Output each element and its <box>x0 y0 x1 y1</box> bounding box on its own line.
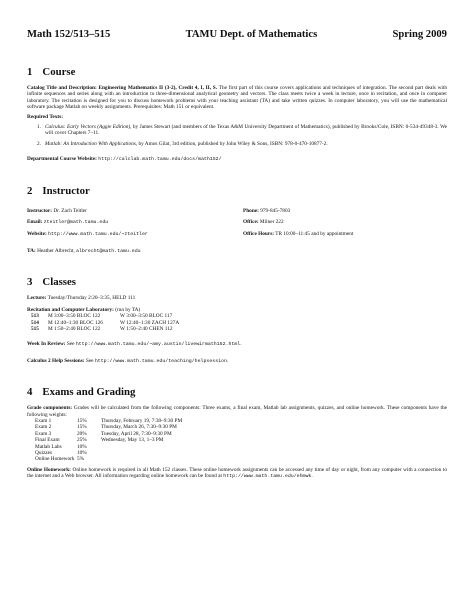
required-texts-list <box>37 124 447 147</box>
instructor-name: Dr. Zach Teitler <box>53 207 87 214</box>
phone-value: 979-845-7803 <box>260 207 291 214</box>
term: Spring 2009 <box>392 29 447 40</box>
help-sessions-link[interactable]: http://www.math.tamu.edu/teaching/helpsession <box>94 358 227 364</box>
department: TAMU Dept. of Mathematics <box>185 29 318 40</box>
component-weight: 25% <box>77 437 87 444</box>
weights-table <box>27 418 447 463</box>
component-date: Thursday, March 26, 7:30–9:30 PM <box>101 424 177 431</box>
week-in-review-row <box>27 341 447 348</box>
monday-cell: M 3:00–3:50 BLOC 122 <box>48 313 101 320</box>
grade-components-label: Grade components: <box>27 405 73 412</box>
help-sessions-period: . <box>226 357 229 364</box>
book-title: Matlab: An Introduction With Applications <box>45 140 136 147</box>
component-name: Final Exam <box>35 437 60 444</box>
book-details: , by James Stewart (and members of the Texas A&M University Department of Mathematics), published by Brooks/Cole, ISBN: 0-534-49348-3. We will cover Chapters 7–11. <box>45 124 447 137</box>
lecture-row <box>27 295 447 301</box>
office-hours-label: Office Hours: <box>243 231 275 238</box>
component-weight: 10% <box>77 443 87 450</box>
component-weight: 15% <box>77 417 87 424</box>
instructor-name-row <box>27 208 243 214</box>
recitation-label: Recitation and Computer Laboratory: <box>27 306 114 313</box>
week-in-review-period: . <box>240 341 242 348</box>
section-heading-exams <box>27 386 447 399</box>
catalog-label: Catalog Title and Description: Engineering Mathematics II (3-2), Credit 4, I, II, S. <box>27 85 218 91</box>
page-header <box>27 28 447 41</box>
book-details: , by Amos Gilat, 3rd edition, published by John Wiley & Sons, ISBN: 978-0-470-10877-2. <box>135 140 328 147</box>
course-website-label: Departmental Course Website: <box>27 156 97 163</box>
monday-cell: M 1:50–2:40 BLOC 122 <box>48 325 101 332</box>
office-row <box>243 219 447 226</box>
help-sessions-label: Calculus 2 Help Sessions: <box>27 357 85 364</box>
table-row <box>31 326 447 332</box>
website-row <box>27 231 243 238</box>
lecture-value: Tuesday/Thursday 2:20–3:35, HELD 111 <box>47 295 136 302</box>
component-name: Quizzes <box>35 449 53 456</box>
email-row <box>27 219 243 226</box>
document-page <box>27 28 447 481</box>
ta-label: TA: <box>27 247 36 254</box>
grade-components-text: Grades will be calculated from the following components: Three exams, a final exam, Matlab lab assignments, quizzes, and online homework. These components have the following weights: <box>27 405 447 418</box>
section-number: 2 <box>27 184 33 197</box>
section-heading-instructor <box>27 185 447 198</box>
website-label: Website: <box>27 231 47 238</box>
section-heading-classes <box>27 276 447 289</box>
office-value: Milner 222 <box>259 219 284 226</box>
phone-label: Phone: <box>243 207 259 214</box>
week-in-review-see: See <box>66 341 75 348</box>
recitation-table <box>27 313 447 332</box>
component-weight: 20% <box>77 430 87 437</box>
course-website-link[interactable]: http://calclab.math.tamu.edu/docs/math152/ <box>98 157 222 163</box>
help-sessions-see: See <box>85 357 94 364</box>
ta-row <box>27 248 447 255</box>
course-website <box>27 156 447 163</box>
component-name: Exam 1 <box>35 417 52 424</box>
list-number: 2. <box>37 140 41 147</box>
list-item <box>37 124 447 137</box>
section-title: Classes <box>42 276 76 289</box>
list-item <box>37 141 447 147</box>
online-homework-link[interactable]: http://www.math.tamu.edu/ehmwk <box>223 474 312 480</box>
ta-email-link[interactable]: albrecht@math.tamu.edu <box>76 248 141 254</box>
instructor-info <box>27 208 447 239</box>
online-homework-label: Online Homework: <box>27 466 71 473</box>
email-label: Email: <box>27 219 43 226</box>
section-number: 4 <box>27 386 33 399</box>
instructor-label: Instructor: <box>27 207 53 214</box>
section-cell: 514 <box>31 319 39 326</box>
monday-cell: M 12:40–1:30 BLOC 126 <box>48 319 103 326</box>
component-name: Exam 3 <box>35 430 52 437</box>
component-weight: 10% <box>77 449 87 456</box>
section-cell: 513 <box>31 313 39 320</box>
section-heading-course <box>27 66 447 79</box>
office-label: Office: <box>243 219 259 226</box>
wednesday-cell: W 12:40–1:30 ZACH 127A <box>120 319 180 326</box>
office-hours-row <box>243 231 447 238</box>
week-in-review-label: Week In Review: <box>27 341 66 348</box>
phone-row <box>243 208 447 214</box>
grade-components <box>27 405 447 418</box>
online-homework-period: . <box>311 473 313 480</box>
email-link[interactable]: zteitler@math.tamu.edu <box>43 220 109 226</box>
online-homework-text: Online homework is required in all Math 152 classes. These online homework assignments can be accessed any time of day or night, from any computer with a connection to the internet and a Web browser. All information regarding online homework can be found at <box>27 466 447 480</box>
recitation-note: (run by TA) <box>115 306 141 313</box>
course-number: Math 152/513–515 <box>27 29 111 40</box>
section-cell: 515 <box>31 325 39 332</box>
ta-name: Heather Albrecht, <box>37 247 75 254</box>
wednesday-cell: W 1:50–2:40 CHEN 112 <box>120 325 173 332</box>
component-date: Thursday, February 19, 7:30–9:30 PM <box>101 417 183 424</box>
component-date <box>101 456 301 462</box>
catalog-description <box>27 85 447 111</box>
component-name: Online Homework <box>35 456 75 463</box>
component-date: Wednesday, May 13, 1–3 PM <box>101 437 164 444</box>
section-title: Instructor <box>42 184 90 197</box>
wednesday-cell: W 3:00–3:50 BLOC 117 <box>120 313 173 320</box>
catalog-text: The first part of this course covers applications and techniques of integration. The second part deals with infinite sequences and series along with an introduction to three-dimensional analytical geometry and vectors. The class meets twice a week in lecture, once in recitation, and once in computer laboratory. The recitation is designed for you to discuss homework problems with your teaching assistant (TA) and take written quizzes. In computer laboratory, you will use the mathematical software package Matlab on weekly assignments. Prerequisites: Math 151 or equivalent. <box>27 85 447 111</box>
week-in-review-link[interactable]: http://www.math.tamu.edu/~amy.austin/livewirmath152.html <box>75 342 241 348</box>
section-number: 1 <box>27 66 33 78</box>
component-name: Exam 2 <box>35 424 52 431</box>
office-hours-value: TR 10:00–11:45 and by appointment <box>275 231 354 238</box>
component-weight: 15% <box>77 424 87 431</box>
section-number: 3 <box>27 276 33 289</box>
lecture-label: Lecture: <box>27 295 47 302</box>
list-number: 1. <box>37 124 41 131</box>
section-title: Course <box>42 66 76 78</box>
component-weight: 5% <box>77 456 85 463</box>
section-title: Exams and Grading <box>42 386 136 399</box>
book-title: Calculus: Early Vectors (Aggie Edition) <box>45 124 131 131</box>
component-date: Tuesday, April 28, 7:30–9:30 PM <box>101 430 172 437</box>
component-name: Matlab Labs <box>35 443 62 450</box>
table-row <box>35 456 447 462</box>
help-sessions-row <box>27 358 447 365</box>
required-texts-label: Required Texts: <box>27 113 63 120</box>
online-homework <box>27 467 447 481</box>
website-link[interactable]: http://www.math.tamu.edu/~zteitler <box>48 232 148 238</box>
